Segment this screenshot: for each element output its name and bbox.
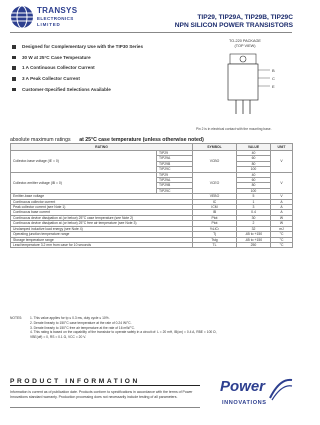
rating-cell: Collector-emitter voltage (IB = 0) — [11, 172, 157, 194]
rating-cell: Peak collector current (see Note 1) — [11, 205, 193, 210]
value-cell: 100 — [237, 188, 271, 193]
symbol-cell: ICM — [193, 205, 237, 210]
note-item: VBE(off) = 0, RS = 0.1 Ω, VCC = 20 V. — [30, 335, 87, 340]
header-divider — [10, 32, 292, 33]
unit-cell: V — [271, 172, 293, 194]
footer-divider-bottom — [10, 407, 200, 408]
note-item: 3. Derate linearly to 150°C free air temperature at the rate of 16 mW/°C. — [30, 325, 135, 330]
rating-cell: Unclamped inductive load energy (see Note 4) — [11, 226, 193, 231]
unit-cell: A — [271, 199, 293, 204]
part-cell: TIP29B — [157, 183, 193, 188]
value-cell: 40 — [237, 151, 271, 156]
ratings-title: absolute maximum ratings at 25°C case temperature (unless otherwise noted) — [10, 137, 204, 143]
value-cell: 32 — [237, 226, 271, 231]
rating-cell: Operating junction temperature range — [11, 232, 193, 237]
rating-cell: Storage temperature range — [11, 237, 193, 242]
feature-item: 3 A Peak Collector Current — [10, 76, 185, 82]
part-cell: TIP29 — [157, 172, 193, 177]
table-header-row — [11, 144, 293, 151]
rating-cell: Lead temperature 3.2 mm from case for 10 seconds — [11, 242, 193, 247]
product-information-heading: PRODUCT INFORMATION — [10, 378, 140, 385]
device-type-title: NPN SILICON POWER TRANSISTORS — [174, 22, 293, 29]
part-number-title: TIP29, TIP29A, TIP29B, TIP29C — [197, 14, 293, 21]
value-cell: 1 — [237, 199, 271, 204]
globe-icon — [10, 5, 34, 29]
unit-cell: °C — [271, 237, 293, 242]
notes-label: NOTES: — [10, 316, 23, 320]
value-cell: -65 to +150 — [237, 232, 271, 237]
swoosh-icon — [268, 376, 294, 402]
value-cell: 5 — [237, 194, 271, 199]
to220-package-drawing — [196, 48, 292, 126]
feature-list — [10, 44, 185, 97]
rating-cell: Continuous base current — [11, 210, 193, 215]
pin-label-e: E — [272, 84, 275, 89]
part-cell: TIP29A — [157, 156, 193, 161]
rating-cell: Emitter-base voltage — [11, 194, 193, 199]
part-cell: TIP29C — [157, 167, 193, 172]
symbol-cell: Ptot — [193, 221, 237, 226]
column-header-rating: RATING — [11, 144, 193, 151]
rating-cell: Continuous device dissipation at (or below) 25°C case temperature (see Note 2) — [11, 215, 193, 220]
package-caption: Pin 2 is in electrical contact with the mounting base. — [196, 127, 272, 131]
symbol-cell: Tj — [193, 232, 237, 237]
column-header-value: VALUE — [237, 144, 271, 151]
notes-section — [10, 316, 292, 340]
transys-logo — [10, 4, 85, 42]
unit-cell: W — [271, 221, 293, 226]
value-cell: 30 — [237, 215, 271, 220]
value-cell: 250 — [237, 242, 271, 247]
value-cell: 3 — [237, 205, 271, 210]
feature-item: Customer-Specified Selections Available — [10, 87, 185, 93]
logo-power-text: Power — [220, 378, 266, 395]
symbol-cell: IB — [193, 210, 237, 215]
rating-cell: Continuous device dissipation at (or below) 25°C free air temperature (see Note 3) — [11, 221, 193, 226]
brand-name: TRANSYS — [37, 6, 78, 15]
symbol-cell: TL — [193, 242, 237, 247]
pin-label-b: B — [272, 68, 275, 73]
logo-innovations-text: INNOVATIONS — [222, 400, 267, 406]
brand-subtitle: ELECTRONICS — [37, 16, 74, 21]
footer-divider — [10, 385, 200, 386]
part-cell: TIP29 — [157, 151, 193, 156]
unit-cell: A — [271, 210, 293, 215]
value-cell: 40 — [237, 172, 271, 177]
unit-cell: V — [271, 151, 293, 173]
value-cell: 60 — [237, 178, 271, 183]
power-innovations-logo — [220, 378, 295, 418]
value-cell: 80 — [237, 183, 271, 188]
symbol-cell: Ptot — [193, 215, 237, 220]
unit-cell: W — [271, 215, 293, 220]
value-cell: 80 — [237, 161, 271, 166]
table-row — [11, 242, 293, 247]
bullet-icon — [12, 77, 16, 81]
brand-subtitle-2: LIMITED — [37, 22, 61, 27]
part-cell: TIP29A — [157, 178, 193, 183]
part-cell: TIP29C — [157, 188, 193, 193]
symbol-cell: Tstg — [193, 237, 237, 242]
bullet-icon — [12, 45, 16, 49]
feature-item: Designed for Complementary Use with the TIP30 Series — [10, 44, 185, 50]
ratings-table — [10, 143, 292, 248]
package-title: TO-220 PACKAGE — [229, 39, 261, 43]
part-cell: TIP29B — [157, 161, 193, 166]
value-cell: 0.4 — [237, 210, 271, 215]
column-header-symbol: SYMBOL — [193, 144, 237, 151]
symbol-cell: VEBO — [193, 194, 237, 199]
unit-cell: A — [271, 205, 293, 210]
value-cell: -65 to +150 — [237, 237, 271, 242]
pin-label-c: C — [272, 76, 275, 81]
bullet-icon — [12, 88, 16, 92]
unit-cell: °C — [271, 242, 293, 247]
value-cell: 2 — [237, 221, 271, 226]
feature-item: 30 W at 25°C Case Temperature — [10, 55, 185, 61]
symbol-cell: VCEO — [193, 172, 237, 194]
symbol-cell: VCBO — [193, 151, 237, 173]
bullet-icon — [12, 66, 16, 70]
bullet-icon — [12, 56, 16, 60]
column-header-unit: UNIT — [271, 144, 293, 151]
symbol-cell: IC — [193, 199, 237, 204]
unit-cell: °C — [271, 232, 293, 237]
rating-cell: Collector-base voltage (IE = 0) — [11, 151, 157, 173]
value-cell: 60 — [237, 156, 271, 161]
rating-cell: Continuous collector current — [11, 199, 193, 204]
product-information-text: Information is current as of publication date. Products conform to specifications in accordance with the terms of Power Innovations standard warranty. Production processing does not necessarily include testing of all parameters. — [10, 390, 193, 399]
note-item: NOTES: 1. This value applies for tp ≤ 0.3 ms, duty cycle ≤ 10%. — [10, 316, 110, 320]
value-cell: 100 — [237, 167, 271, 172]
package-view-label: (TOP VIEW) — [234, 44, 256, 48]
feature-item: 1 A Continuous Collector Current — [10, 65, 185, 71]
unit-cell: mJ — [271, 226, 293, 231]
unit-cell: V — [271, 194, 293, 199]
symbol-cell: ½LIC² — [193, 226, 237, 231]
note-item: 4. This rating is based on the capability of the transistor to operate safely in a circuit of: L = 20 mH, IB(on) = 0.4 A, RBE = 100 Ω, — [30, 330, 217, 335]
note-item: 2. Derate linearly to 150°C case temperature at the rate of 0.24 W/°C. — [30, 320, 132, 325]
